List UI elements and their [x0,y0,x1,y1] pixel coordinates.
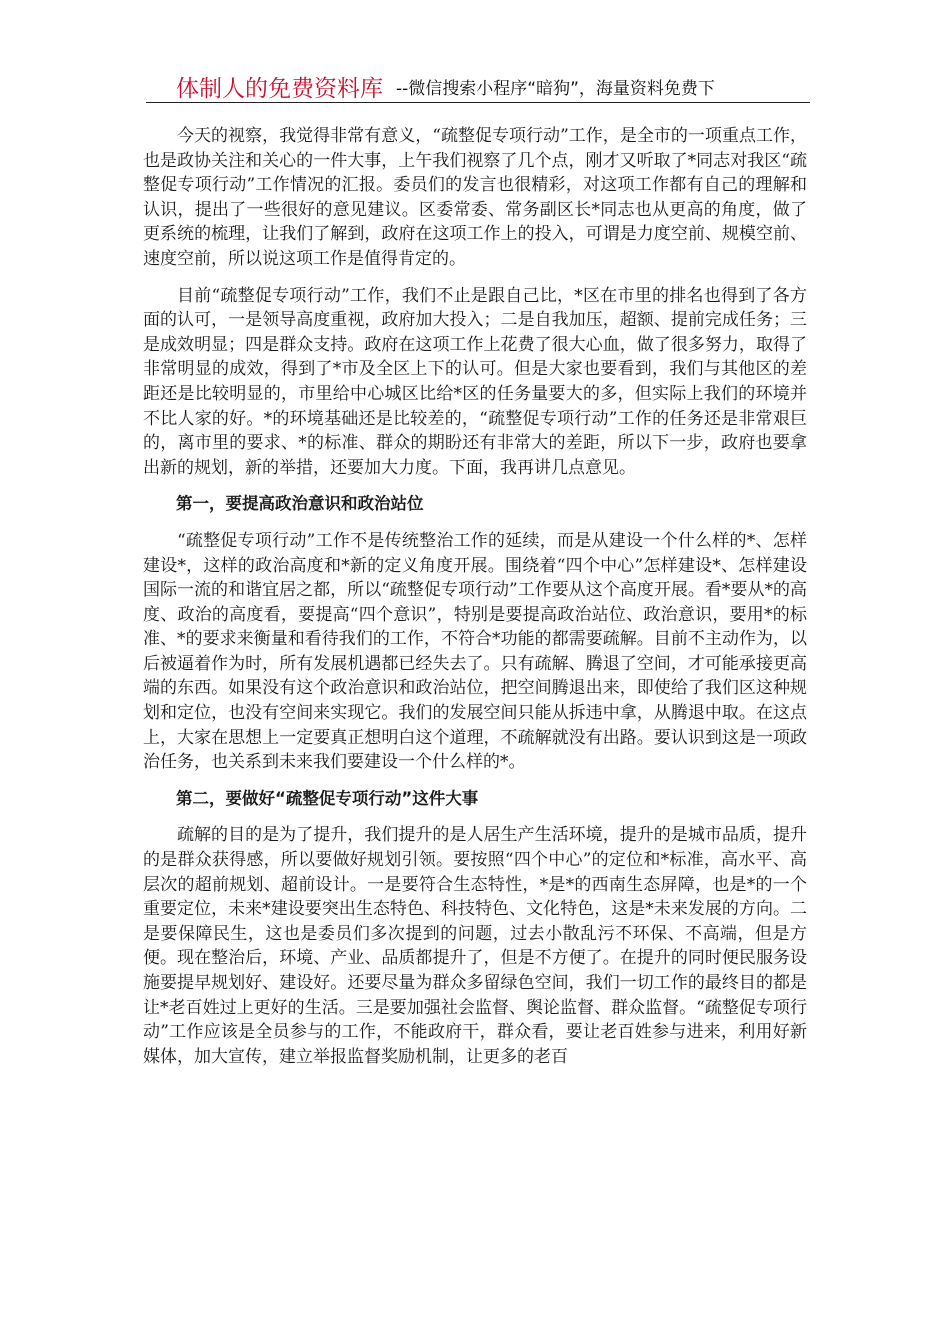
header-brand: 体制人的免费资料库 [176,76,383,102]
paragraph-section-1: “疏整促专项行动”工作不是传统整治工作的延续，而是从建设一个什么样的*、怎样建设*，这样的政治高度和*新的定义角度开展。围绕着“四个中心”怎样建设*、怎样建设国际一流的和谐宜居之都，所以“疏整促专项行动”工作要从这个高度开展。看*要从*的高度、政治的高度看，要提高“四个意识”，特别是要提高政治站位、政治意识，要用*的标准、*的要求来衡量和看待我们的工作，不符合*功能的都需要疏解。目前不主动作为，以后被逼着作为时，所有发展机遇都已经失去了。只有疏解、腾退了空间，才可能承接更高端的东西。如果没有这个政治意识和政治站位，把空间腾退出来，即使给了我们区这种规划和定位，也没有空间来实现它。我们的发展空间只能从拆违中拿，从腾退中取。在这点上，大家在思想上一定要真正想明白这个道理，不疏解就没有出路。要认识到这是一项政治任务，也关系到未来我们要建设一个什么样的*。 [143,530,807,773]
paragraph-intro: 今天的视察，我觉得非常有意义，“疏整促专项行动”工作，是全市的一项重点工作，也是政协关注和关心的一件大事，上午我们视察了几个点，刚才又听取了*同志对我区“疏整促专项行动”工作情况的汇报。委员们的发言也很精彩，对这项工作都有自己的理解和认识，提出了一些很好的意见建议。区委常委、常务副区长*同志也从更高的角度，做了更系统的梳理，让我们了解到，政府在这项工作上的投入，可谓是力度空前、规模空前、速度空前，所以说这项工作是值得肯定的。 [143,126,807,269]
header-note: --微信搜索小程序“暗狗”，海量资料免费下 [396,79,715,99]
section-heading-2: 第二，要做好“疏整促专项行动”这件大事 [176,788,479,808]
document-body [143,124,807,1081]
paragraph-section-2: 疏解的目的是为了提升，我们提升的是人居生产生活环境，提升的是城市品质，提升的是群众获得感，所以要做好规划引领。要按照“四个中心”的定位和*标准，高水平、高层次的超前规划、超前设计。一是要符合生态特性，*是*的西南生态屏障，也是*的一个重要定位，未来*建设要突出生态特色、科技特色、文化特色，这是*未来发展的方向。二是要保障民生，这也是委员们多次提到的问题，过去小散乱污不环保、不高端，但是方便。现在整治后，环境、产业、品质都提升了，但是不方便了。在提升的同时便民服务设施要提早规划好、建设好。还要尽量为群众多留绿色空间，我们一切工作的最终目的都是让*老百姓过上更好的生活。三是要加强社会监督、舆论监督、群众监督。“疏整促专项行动”工作应该是全员参与的工作，不能政府干，群众看，要让老百姓参与进来，利用好新媒体，加大宣传，建立举报监督奖励机制，让更多的老百 [143,825,807,1067]
page-header [146,64,810,103]
section-heading-1: 第一，要提高政治意识和政治站位 [176,494,424,514]
paragraph-status: 目前“疏整促专项行动”工作，我们不止是跟自己比，*区在市里的排名也得到了各方面的认可，一是领导高度重视，政府加大投入；二是自我加压，超额、提前完成任务；三是成效明显；四是群众支持。政府在这项工作上花费了很大心血，做了很多努力，取得了非常明显的成效，得到了*市及全区上下的认可。但是大家也要看到，我们与其他区的差距还是比较明显的，市里给中心城区比给*区的任务量要大的多，但实际上我们的环境并不比人家的好。*的环境基础还是比较差的，“疏整促专项行动”工作的任务还是非常艰巨的，离市里的要求、*的标准、群众的期盼还有非常大的差距，所以下一步，政府也要拿出新的规划，新的举措，还要加大力度。下面，我再讲几点意见。 [143,285,807,478]
